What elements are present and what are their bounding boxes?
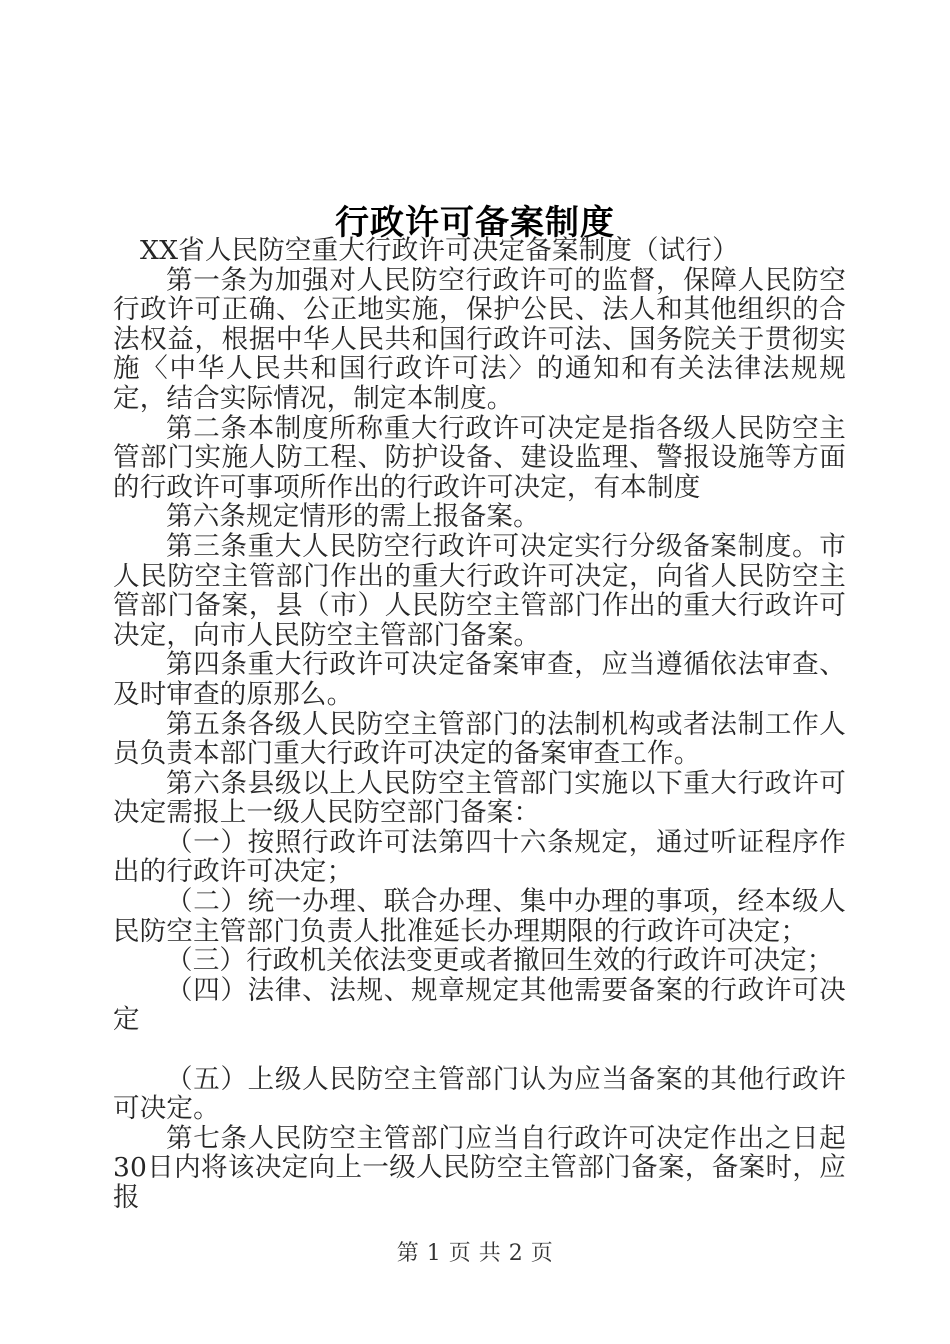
page-title: 行政许可备案制度 [335, 202, 615, 243]
paragraph-article-6-ref: 第六条规定情形的需上报备案。 [166, 501, 540, 533]
list-item-3: （三）行政机关依法变更或者撤回生效的行政许可决定； [166, 945, 834, 977]
document-body [113, 236, 846, 1213]
list-item-4: （四）法律、法规、规章规定其他需要备案的行政许可决定 [113, 974, 846, 1036]
paragraph-article-4: 第四条重大行政许可决定备案审查，应当遵循依法审查、及时审查的原那么。 [113, 649, 846, 710]
list-item-1: （一）按照行政许可法第四十六条规定，通过听证程序作出的行政许可决定； [113, 826, 846, 888]
blank-line-separator [113, 1035, 846, 1065]
list-item-2: （二）统一办理、联合办理、集中办理的事项，经本级人民防空主管部门负责人批准延长办理期限的行政许可决定； [113, 886, 846, 947]
paragraph-article-2: 第二条本制度所称重大行政许可决定是指各级人民防空主管部门实施人防工程、防护设备、建设监理、警报设施等方面的行政许可事项所作出的行政许可决定，有本制度 [113, 412, 846, 503]
paragraph-article-3: 第三条重大人民防空行政许可决定实行分级备案制度。市人民防空主管部门作出的重大行政许可决定，向省人民防空主管部门备案，县（市）人民防空主管部门作出的重大行政许可决定，向市人民防空主管部门备案。 [113, 530, 846, 651]
document-subtitle: XX省人民防空重大行政许可决定备案制度（试行） [140, 235, 739, 266]
list-item-5: （五）上级人民防空主管部门认为应当备案的其他行政许可决定。 [113, 1063, 846, 1125]
page-number-footer: 第 1 页 共 2 页 [396, 1241, 554, 1266]
paragraph-article-5: 第五条各级人民防空主管部门的法制机构或者法制工作人员负责本部门重大行政许可决定的备案审查工作。 [113, 708, 846, 770]
paragraph-article-7: 第七条人民防空主管部门应当自行政许可决定作出之日起30日内将该决定向上一级人民防空主管部门备案，备案时，应报 [113, 1122, 846, 1213]
paragraph-article-1: 第一条为加强对人民防空行政许可的监督，保障人民防空行政许可正确、公正地实施，保护公民、法人和其他组织的合法权益，根据中华人民共和国行政许可法、国务院关于贯彻实施〈中华人民共和国行政许可法〉的通知和有关法律法规规定，结合实际情况，制定本制度。 [113, 264, 846, 414]
paragraph-article-6: 第六条县级以上人民防空主管部门实施以下重大行政许可决定需报上一级人民防空部门备案： [113, 767, 846, 829]
